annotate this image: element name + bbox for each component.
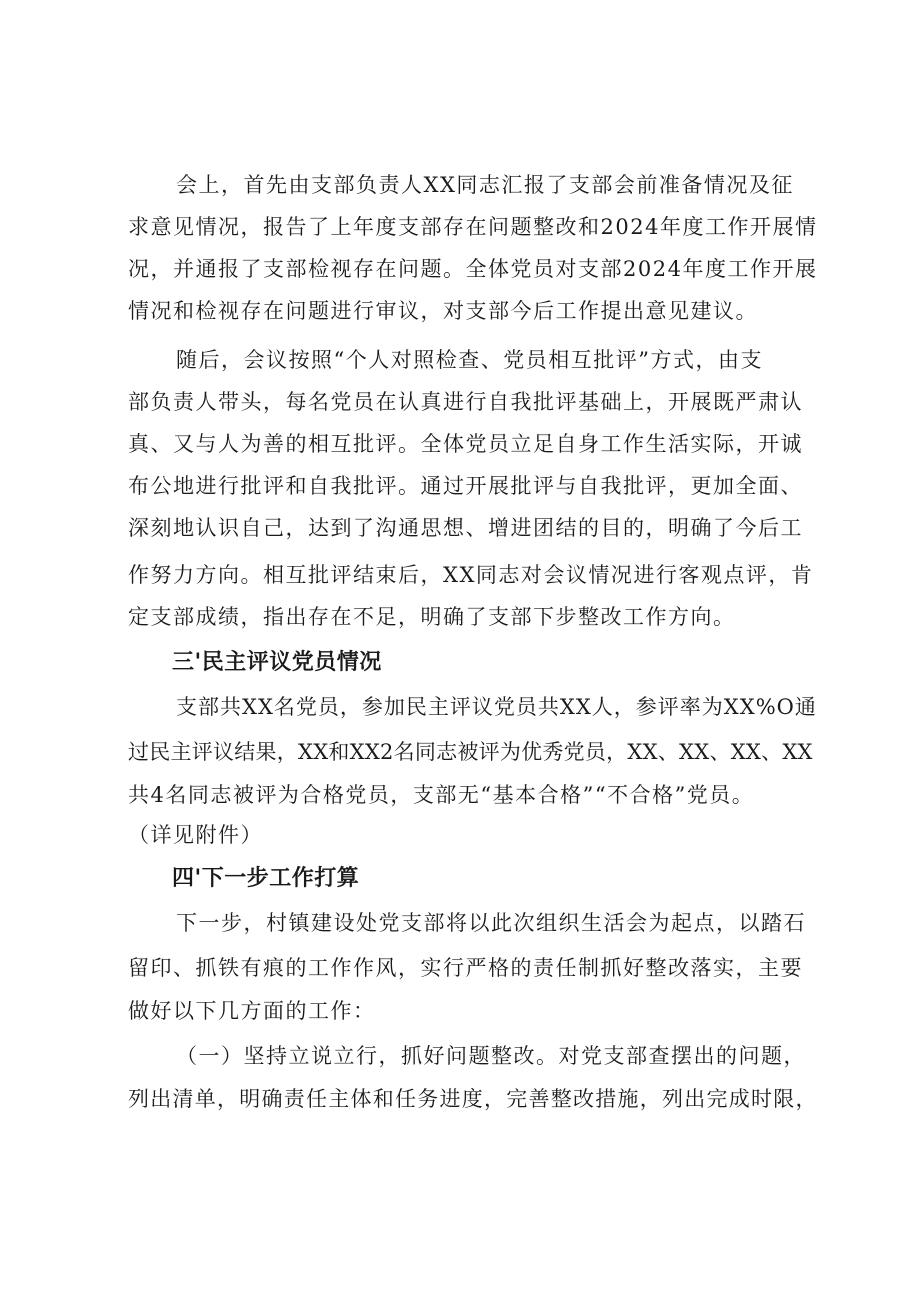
paragraph-line: 布公地进行批评和自我批评。通过开展批评与自我批评，更加全面、 [128,474,803,498]
paragraph-line: 作努力方向。相互批评结束后，XX同志对会议情况进行客观点评，肯 [128,563,814,587]
paragraph-line: 留印、抓铁有痕的工作作风，实行严格的责任制抓好整改落实，主要 [128,956,803,980]
paragraph-line: （详见附件） [128,823,263,847]
paragraph-line: 部负责人带头，每名党员在认真进行自我批评基础上，开展既严肃认 [128,390,803,414]
paragraph-line: 共4名同志被评为合格党员，支部无“基本合格”“不合格”党员。 [128,783,755,807]
paragraph-line: 定支部成绩，指出存在不足，明确了支部下步整改工作方向。 [128,605,736,629]
paragraph-line: 随后，会议按照“个人对照检查、党员相互批评”方式，由支 [176,348,763,372]
paragraph-line: 真、又与人为善的相互批评。全体党员立足自身工作生活实际，开诚 [128,432,803,456]
section-heading: 四'下一步工作打算 [172,866,360,891]
paragraph-line: 深刻地认识自己，达到了沟通思想、增进团结的目的，明确了今后工 [128,516,803,540]
paragraph-line: 列出清单，明确责任主体和任务进度，完善整改措施，列出完成时限， [128,1087,818,1111]
paragraph-line: 过民主评议结果，XX和XX2名同志被评为优秀党员，XX、XX、XX、XX [128,740,813,764]
paragraph-line: （一）坚持立说立行，抓好问题整改。对党支部查摆出的问题， [176,1044,806,1068]
paragraph-line: 求意见情况，报告了上年度支部存在问题整改和2024年度工作开展情 [128,215,818,239]
paragraph-line: 下一步，村镇建设处党支部将以此次组织生活会为起点，以踏石 [176,911,806,935]
paragraph-line: 况，并通报了支部检视存在问题。全体党员对支部2024年度工作开展 [128,257,818,281]
paragraph-line: 情况和检视存在问题进行审议，对支部今后工作提出意见建议。 [128,299,758,323]
section-heading: 三'民主评议党员情况 [172,650,382,675]
paragraph-line: 做好以下几方面的工作： [128,999,376,1023]
paragraph-line: 支部共XX名党员，参加民主评议党员共XX人，参评率为XX%O通 [176,695,817,719]
paragraph-line: 会上，首先由支部负责人XX同志汇报了支部会前准备情况及征 [176,173,794,197]
